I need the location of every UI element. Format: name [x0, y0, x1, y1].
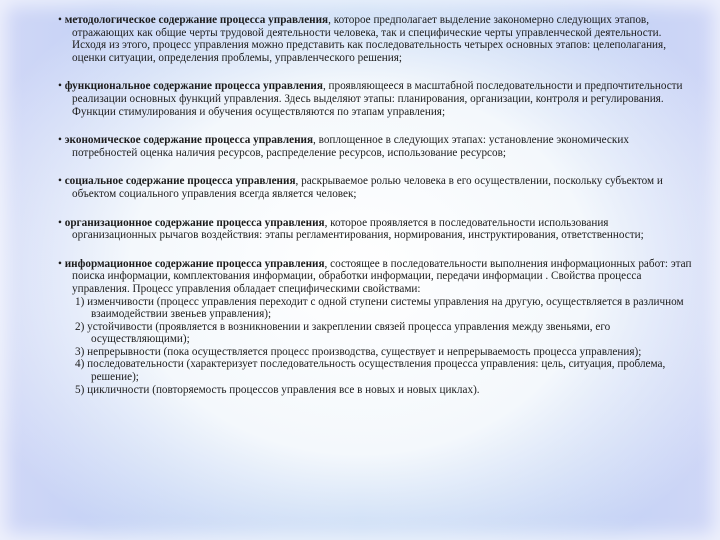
item-text: , раскрываемое ролью человека в его осуществлении, поскольку субъектом и объектом социального управления всегда является человек;	[72, 175, 663, 200]
bullet: •	[58, 257, 62, 270]
item-term: социальное содержание процесса управления	[64, 175, 296, 188]
item-text: , воплощенное в следующих этапах: установление экономических потребностей оценка наличия ресурсов, распределение ресурсов, использование ресурсов;	[72, 134, 629, 159]
property-item-continuity: 3) непрерывности (пока осуществляется процесс производства, существует и непрерываемость процесса управления);	[75, 345, 642, 358]
properties-list	[27, 296, 695, 397]
item-text: , проявляющееся в масштабной последовательности и предпочтительности реализации основных функций управления. Здесь выделяют этапы: планирования, организации, контроля и регулирования. Функции стимулирования и обучения осуществляются по этапам управления;	[72, 80, 683, 118]
property-item-cyclicity: 5) цикличности (повторяемость процессов управления все в новых и новых циклах).	[75, 383, 480, 396]
property-item-stability: 2) устойчивости (проявляется в возникновении и закреплении связей процесса управления между звеньями, его осуществляющими);	[75, 320, 611, 346]
list-item-organizational	[27, 217, 695, 242]
item-text: , состоящее в последовательности выполнения информационных работ: этап поиска информации, комплектования информации, обработки информации, передачи информации . Свойства процесса управления. Процесс управления обладает специфическими свойствами:	[72, 257, 692, 295]
item-term: информационное содержание процесса управления	[64, 257, 325, 270]
list-item-economic	[27, 134, 695, 159]
bullet: •	[58, 80, 62, 93]
item-text: , которое проявляется в последовательности использования организационных рычагов воздействия: этапы регламентирования, нормирования, инструктирования, ответственности;	[72, 216, 644, 242]
bullet: •	[58, 175, 62, 188]
property-item-variability: 1) изменчивости (процесс управления переходит с одной ступени системы управления на другую, осуществляется в различном взаимодействии звеньев управления);	[75, 295, 684, 321]
list-item-methodological	[27, 14, 695, 64]
list-item-functional	[27, 80, 695, 118]
list-item-social	[27, 175, 695, 200]
bullet: •	[58, 134, 62, 147]
list-item-informational	[27, 258, 695, 296]
item-term: функциональное содержание процесса управления	[64, 80, 323, 93]
item-term: экономическое содержание процесса управления	[64, 134, 314, 147]
property-item-sequence: 4) последовательности (характеризует последовательность осуществления процесса управления: цель, ситуация, проблема, решение);	[75, 358, 666, 384]
bullet: •	[58, 216, 62, 229]
item-term: организационное содержание процесса управления	[64, 216, 325, 229]
item-term: методологическое содержание процесса управления	[64, 14, 329, 26]
slide-content	[27, 14, 695, 396]
item-text: , которое предполагает выделение закономерно следующих этапов, отражающих как общие черты трудовой деятельности человека, так и специфические черты управленческой деятельности. Исходя из этого, процесс управления можно представить как последовательность четырех основных этапов: целеполагания, оценки ситуации, определения проблемы, управленческого решения;	[72, 14, 666, 64]
bullet: •	[58, 14, 62, 26]
